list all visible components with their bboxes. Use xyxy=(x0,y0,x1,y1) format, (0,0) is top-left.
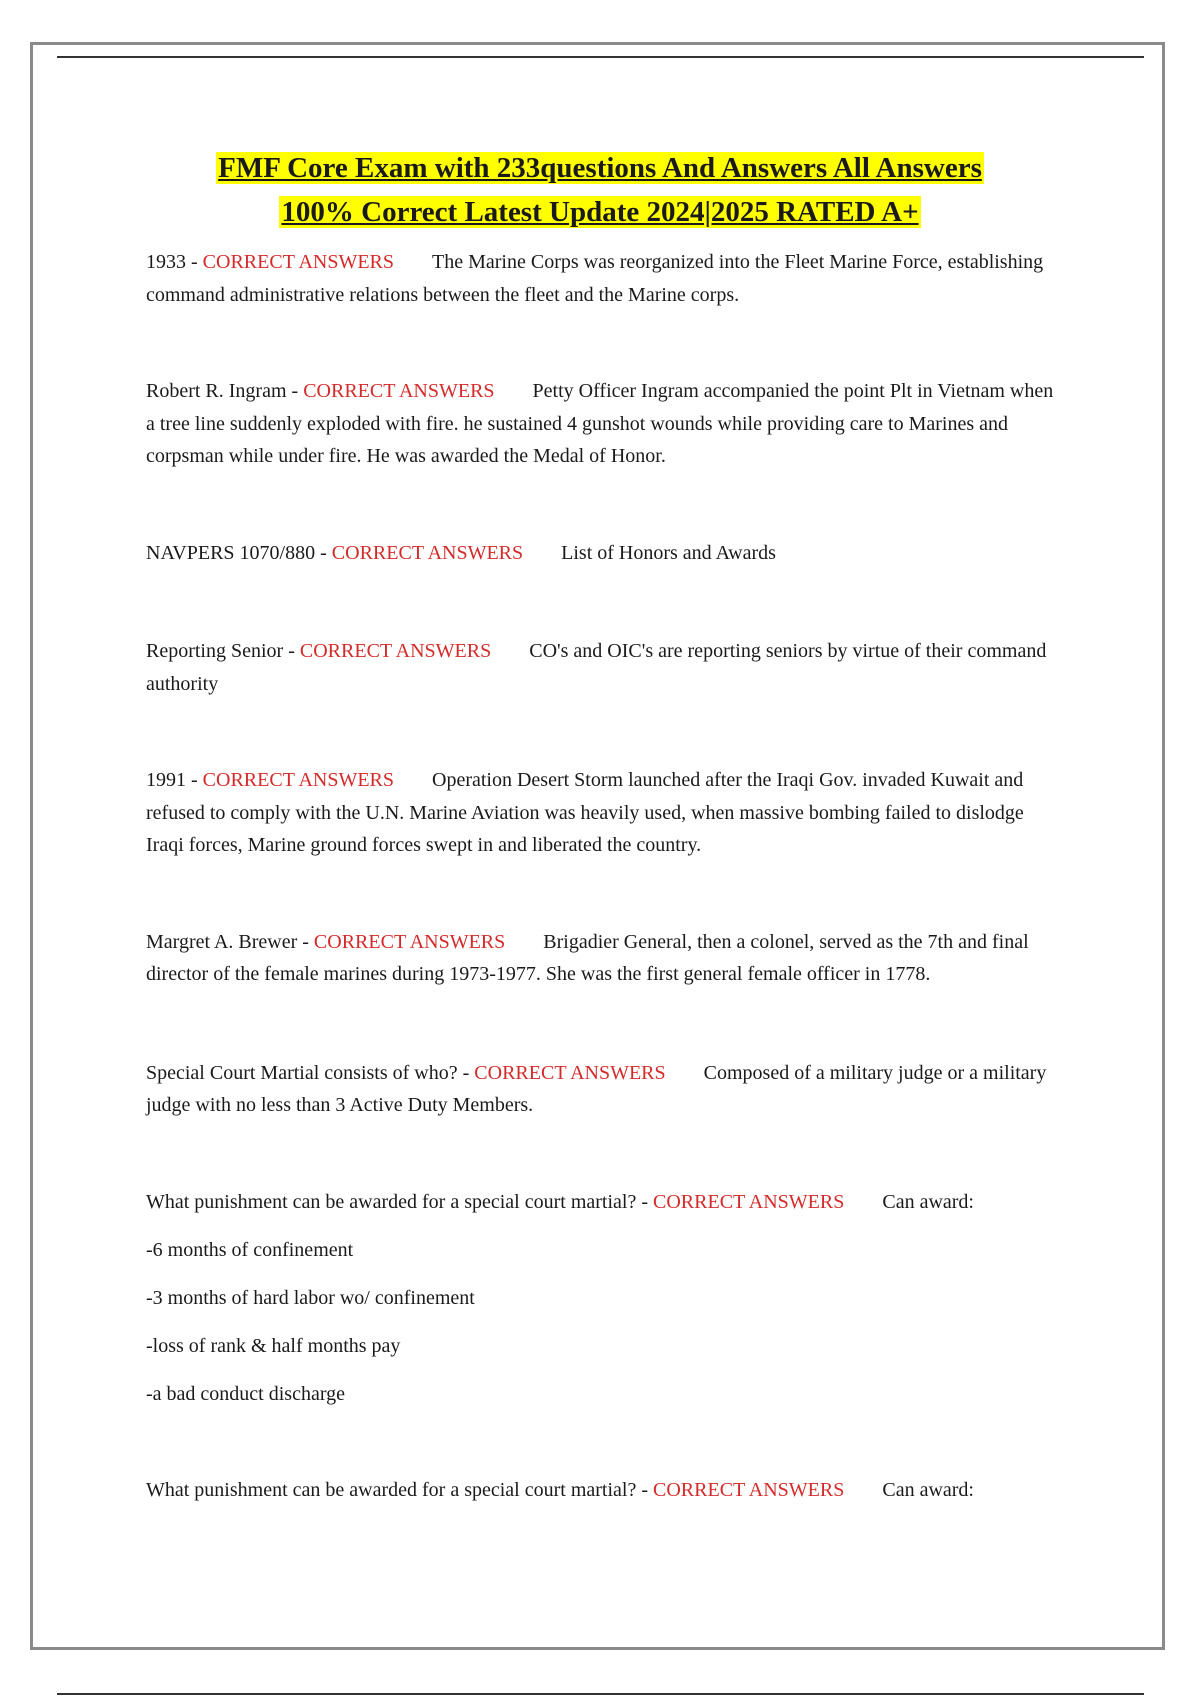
qa-content xyxy=(146,246,1066,1507)
entry-term: NAVPERS 1070/880 xyxy=(146,541,316,564)
correct-answers-tag: CORRECT ANSWERS xyxy=(331,541,524,564)
entry-separator: - xyxy=(186,251,203,273)
qa-entry xyxy=(146,246,1066,311)
entry-answer: Can award: xyxy=(882,1190,974,1213)
entry-term: What punishment can be awarded for a special court martial? xyxy=(146,1190,637,1213)
entry-separator: - xyxy=(636,1190,654,1213)
correct-answers-tag: CORRECT ANSWERS xyxy=(202,769,395,791)
entry-answer: Composed of a military judge or a military judge with no less than 3 Active Duty Members. xyxy=(146,1061,1047,1116)
qa-entry xyxy=(146,764,1066,862)
entry-answer: The Marine Corps was reorganized into the Fleet Marine Force, establishing command administrative relations between the fleet and the Marine corps. xyxy=(146,251,1044,306)
document-title xyxy=(100,146,1100,234)
correct-answers-tag: CORRECT ANSWERS xyxy=(653,1479,845,1501)
entry-separator: - xyxy=(297,930,314,953)
title-line-1: FMF Core Exam with 233questions And Answers All Answers xyxy=(218,152,982,184)
entry-answer: Operation Desert Storm launched after the Iraqi Gov. invaded Kuwait and refused to comply with the U.N. Marine Aviation was heavily used, when massive bombing failed to dislodge Iraqi forces, Marine ground forces swept in and liberated the country. xyxy=(146,769,1024,856)
qa-entry xyxy=(146,635,1066,700)
entry-separator: - xyxy=(315,541,332,564)
entry-separator: - xyxy=(186,769,203,791)
list-item: -loss of rank & half months pay xyxy=(146,1335,401,1357)
qa-entry xyxy=(146,926,1066,991)
correct-answers-tag: CORRECT ANSWERS xyxy=(303,380,495,402)
title-line-2: 100% Correct Latest Update 2024|2025 RATED A+ xyxy=(281,196,919,228)
list-item: -3 months of hard labor wo/ confinement xyxy=(146,1287,475,1309)
entry-answer: List of Honors and Awards xyxy=(561,541,776,564)
entry-answer: Brigadier General, then a colonel, served as the 7th and final director of the female marines during 1973-1977. She was the first general female officer in 1778. xyxy=(146,930,1029,985)
entry-term: 1991 xyxy=(146,769,186,791)
entry-term: 1933 xyxy=(146,251,186,273)
entry-answer: Can award: xyxy=(882,1479,974,1501)
entry-term: Reporting Senior xyxy=(146,640,284,662)
correct-answers-tag: CORRECT ANSWERS xyxy=(299,640,492,662)
qa-entry xyxy=(146,1057,1066,1122)
list-item: -6 months of confinement xyxy=(146,1239,354,1261)
entry-term: Special Court Martial consists of who? xyxy=(146,1061,458,1084)
entry-separator: - xyxy=(636,1479,654,1501)
entry-separator: - xyxy=(457,1061,475,1084)
list-item: -a bad conduct discharge xyxy=(146,1383,345,1405)
qa-entry xyxy=(146,1474,1066,1507)
entry-term: Margret A. Brewer xyxy=(146,930,298,953)
qa-entry xyxy=(146,375,1066,473)
qa-entry xyxy=(146,537,1066,570)
correct-answers-tag: CORRECT ANSWERS xyxy=(474,1061,666,1084)
qa-entry xyxy=(146,1186,1066,1411)
correct-answers-tag: CORRECT ANSWERS xyxy=(202,251,395,273)
header-rule xyxy=(57,56,1144,58)
entry-answer: Petty Officer Ingram accompanied the point Plt in Vietnam when a tree line suddenly exploded with fire. he sustained 4 gunshot wounds while providing care to Marines and corpsman while under fire. He was awarded the Medal of Honor. xyxy=(146,380,1054,467)
entry-term: What punishment can be awarded for a special court martial? xyxy=(146,1479,637,1501)
bottom-rule xyxy=(57,1693,1144,1695)
entry-answer: CO's and OIC's are reporting seniors by virtue of their command authority xyxy=(146,640,1047,695)
correct-answers-tag: CORRECT ANSWERS xyxy=(653,1190,845,1213)
entry-separator: - xyxy=(286,380,304,402)
entry-term: Robert R. Ingram xyxy=(146,380,287,402)
correct-answers-tag: CORRECT ANSWERS xyxy=(313,930,506,953)
entry-separator: - xyxy=(283,640,300,662)
